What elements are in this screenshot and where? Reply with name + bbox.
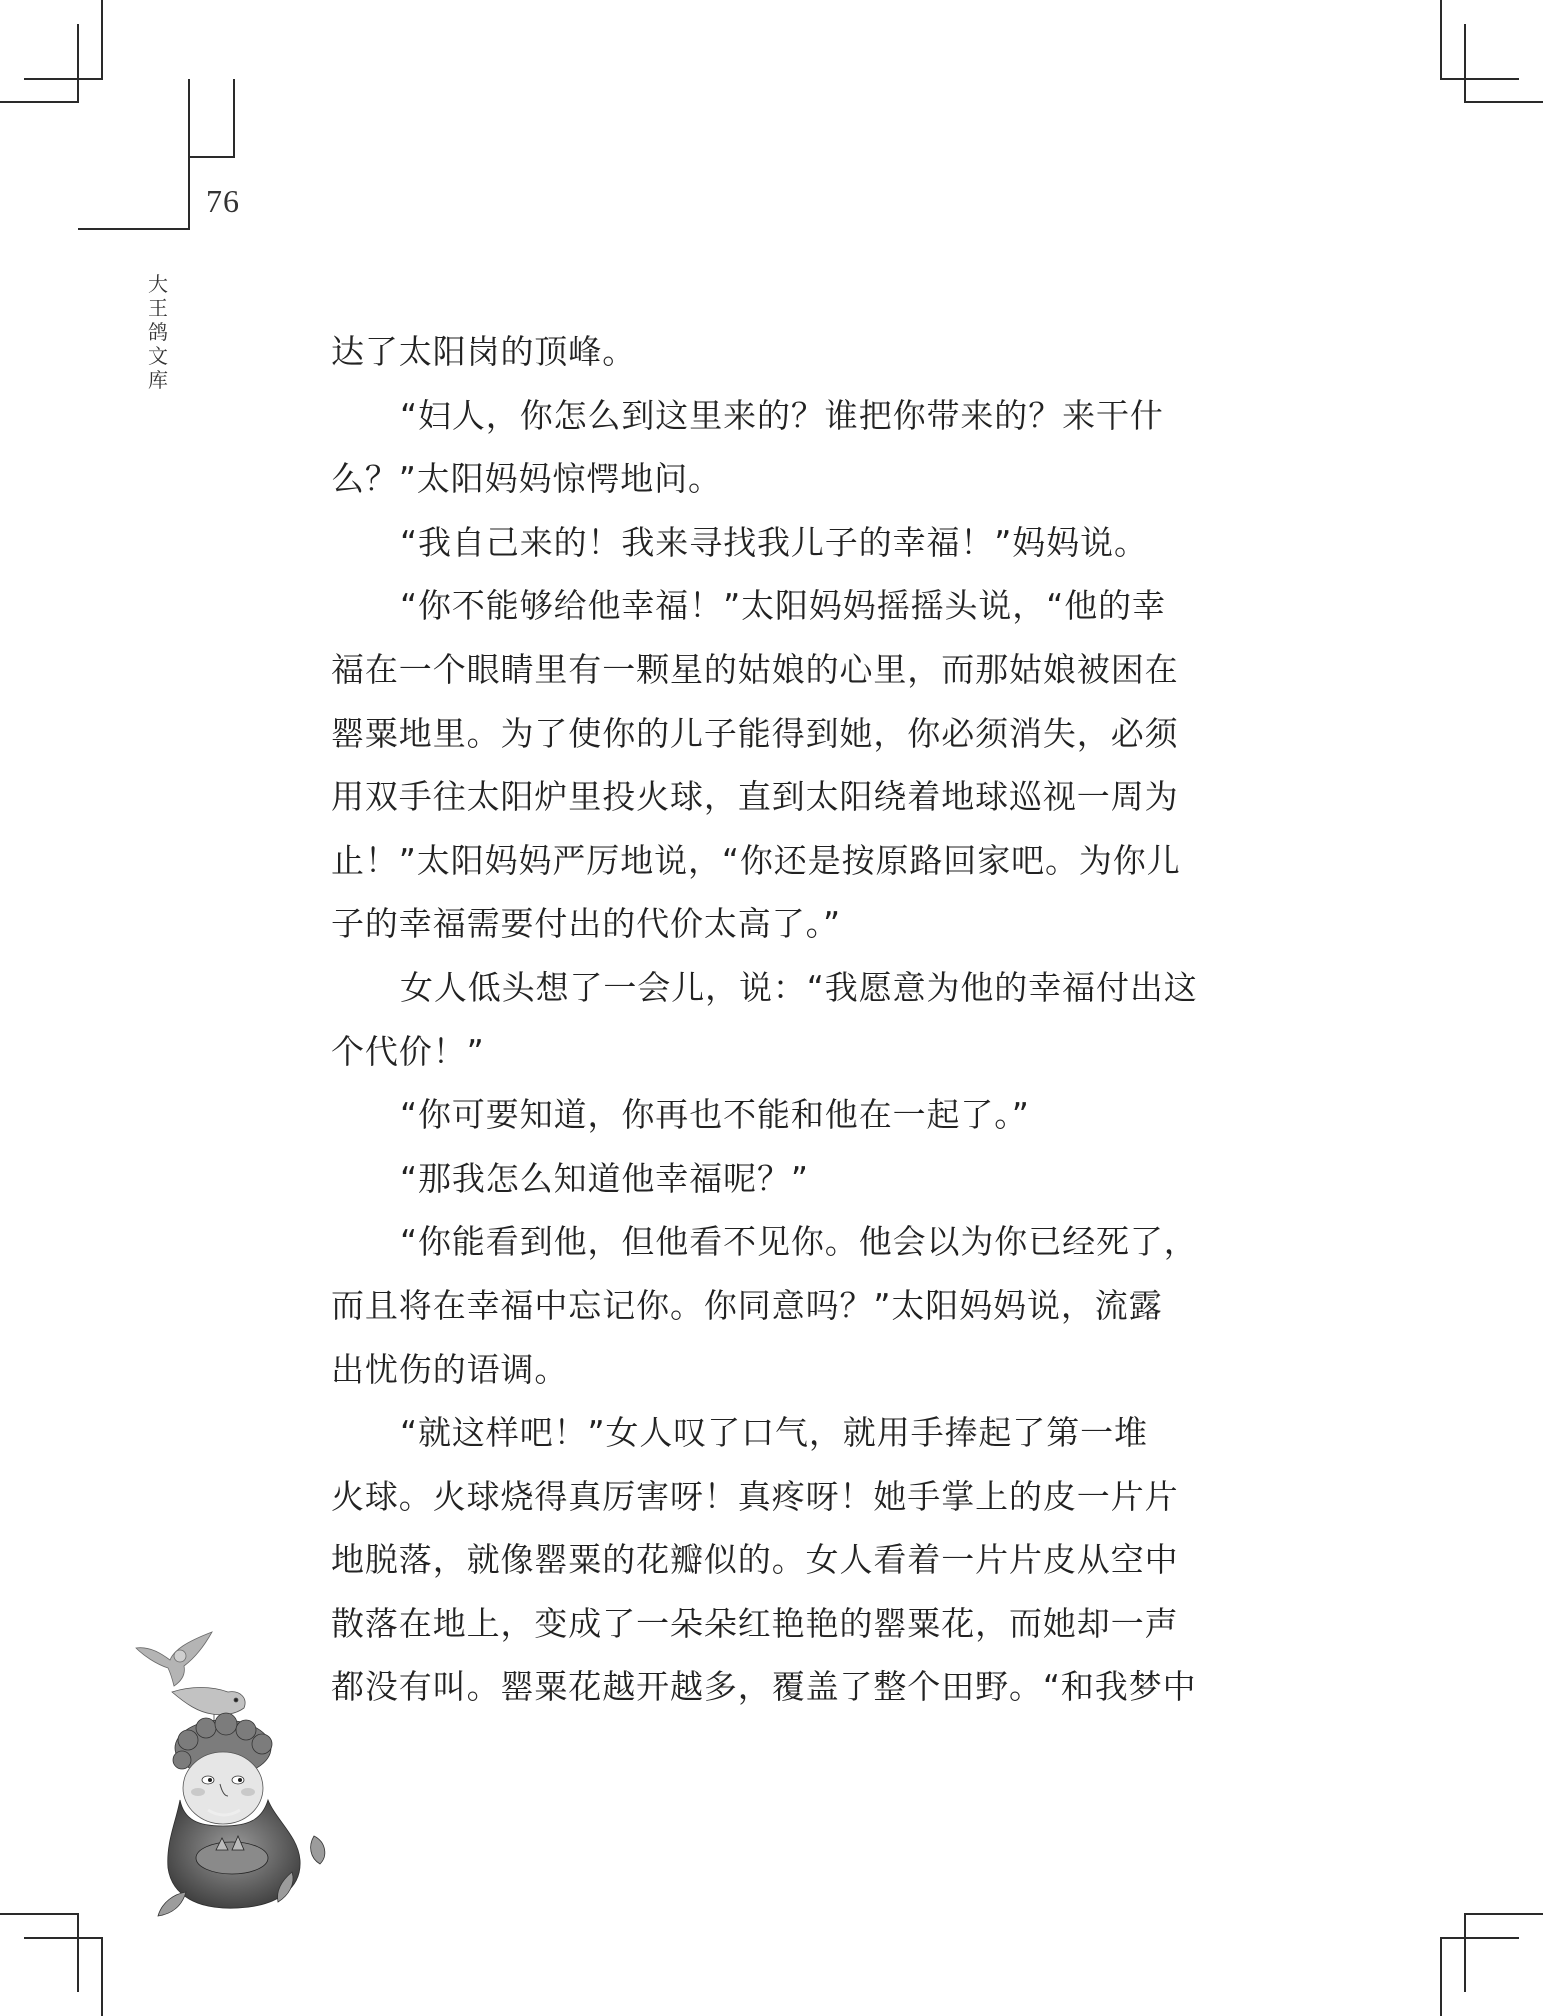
text-line: 罂粟地里。为了使你的儿子能得到她，你必须消失，必须 <box>331 713 1179 753</box>
text-line: 女人低头想了一会儿，说：“我愿意为他的幸福付出这 <box>400 967 1198 1007</box>
page-number: 76 <box>206 183 240 219</box>
series-label-char: 大 <box>148 272 168 296</box>
text-line: “你不能够给他幸福！”太阳妈妈摇摇头说，“他的幸 <box>400 586 1166 626</box>
page-number-bracket <box>188 79 190 230</box>
text-line: “那我怎么知道他幸福呢？” <box>400 1158 809 1198</box>
text-line: 子的幸福需要付出的代价太高了。” <box>331 904 841 944</box>
text-line: “你能看到他，但他看不见你。他会以为你已经死了， <box>400 1222 1198 1262</box>
crop-mark-top-left <box>24 78 103 80</box>
crop-mark-top-right <box>1464 24 1466 103</box>
flying-bird-icon <box>136 1632 212 1686</box>
series-label-char: 王 <box>148 296 168 320</box>
sketch-illustration-icon <box>128 1620 338 1920</box>
text-line: 出忧伤的语调。 <box>331 1349 569 1389</box>
crop-mark-top-right <box>1464 101 1543 103</box>
series-label-char: 鸽 <box>148 320 168 344</box>
crop-mark-bottom-left <box>0 1913 79 1915</box>
text-line: “就这样吧！”女人叹了口气，就用手捧起了第一堆 <box>400 1413 1148 1453</box>
crop-mark-top-left <box>101 0 103 79</box>
face-icon <box>183 1752 263 1824</box>
series-label <box>146 272 170 392</box>
text-line: 火球。火球烧得真厉害呀！真疼呀！她手掌上的皮一片片 <box>331 1476 1179 1516</box>
text-line: “我自己来的！我来寻找我儿子的幸福！”妈妈说。 <box>400 522 1148 562</box>
series-label-char: 库 <box>148 368 168 392</box>
text-line: 止！”太阳妈妈严厉地说，“你还是按原路回家吧。为你儿 <box>331 840 1181 880</box>
crop-mark-top-right <box>1440 78 1519 80</box>
text-line: 达了太阳岗的顶峰。 <box>331 332 637 371</box>
crop-mark-top-left <box>0 101 79 103</box>
text-line: 用双手往太阳炉里投火球，直到太阳绕着地球巡视一周为 <box>331 777 1179 817</box>
text-line: 都没有叫。罂粟花越开越多，覆盖了整个田野。“和我梦中 <box>331 1667 1197 1707</box>
series-label-char: 文 <box>148 344 168 368</box>
crop-mark-bottom-right <box>1440 1937 1519 1939</box>
page-number-bracket <box>188 156 235 158</box>
text-line: 散落在地上，变成了一朵朵红艳艳的罂粟花，而她却一声 <box>331 1603 1179 1643</box>
crop-mark-bottom-left <box>24 1937 103 1939</box>
text-line: 福在一个眼睛里有一颗星的姑娘的心里，而那姑娘被困在 <box>331 649 1179 689</box>
text-line: 地脱落，就像罂粟的花瓣似的。女人看着一片片皮从空中 <box>331 1540 1179 1580</box>
text-line: 么？”太阳妈妈惊愕地问。 <box>331 459 722 499</box>
crop-mark-bottom-left <box>101 1937 103 2016</box>
crop-mark-top-right <box>1440 0 1442 79</box>
text-line: “妇人，你怎么到这里来的？谁把你带来的？来干什 <box>400 395 1164 435</box>
page-number-bracket <box>233 79 235 158</box>
crop-mark-bottom-right <box>1464 1913 1466 1992</box>
crop-mark-bottom-right <box>1440 1937 1442 2016</box>
crop-mark-top-left <box>77 24 79 103</box>
text-line: 而且将在幸福中忘记你。你同意吗？”太阳妈妈说，流露 <box>331 1285 1163 1325</box>
page-number-bracket <box>78 228 190 230</box>
text-line: 个代价！” <box>331 1031 485 1071</box>
crop-mark-bottom-left <box>77 1913 79 1992</box>
text-line: “你可要知道，你再也不能和他在一起了。” <box>400 1095 1030 1135</box>
crop-mark-bottom-right <box>1464 1913 1543 1915</box>
body-text <box>331 320 1198 1719</box>
